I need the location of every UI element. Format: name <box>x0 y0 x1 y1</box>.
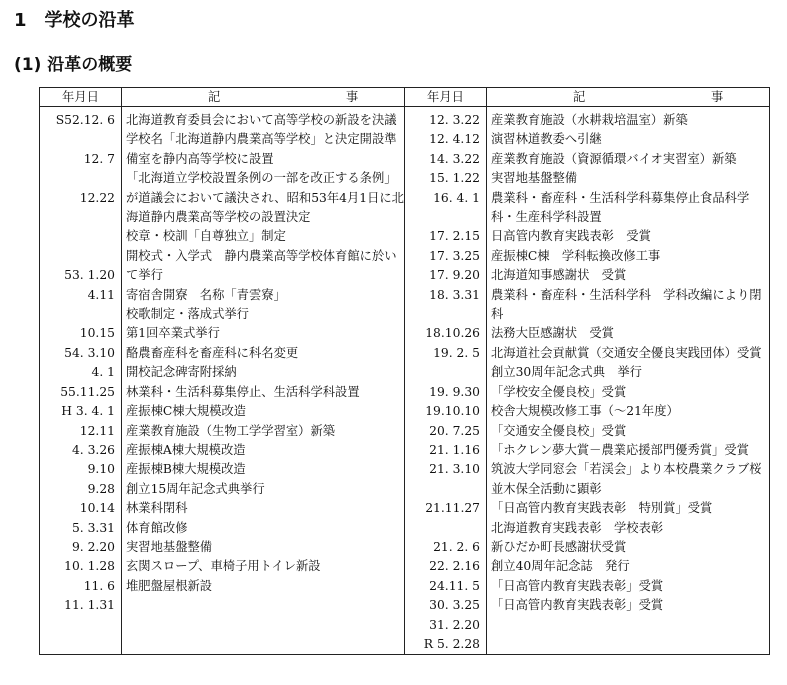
right-event: 法務大臣感謝状 受賞 <box>491 326 614 341</box>
left-date: 4.11 <box>87 287 115 302</box>
left-event: 校歌制定・落成式挙行 <box>126 307 249 322</box>
right-date-spacer <box>405 305 480 324</box>
left-date: 10. 1.28 <box>64 559 115 574</box>
right-date-spacer <box>405 208 480 227</box>
right-event: 「日高管内教育実践表彰」受賞 <box>491 578 664 593</box>
left-event: 林業科閉科 <box>126 501 188 516</box>
header-event-right-b: 事 <box>711 90 724 104</box>
right-event: 北海道教育実践表彰 学校表彰 <box>491 520 664 535</box>
left-date: 11. 6 <box>83 578 115 593</box>
right-date: 18. 3.31 <box>429 287 480 302</box>
left-date: 10.15 <box>79 326 115 341</box>
right-event: 演習林道教委へ引継 <box>491 132 602 147</box>
right-event: 産振棟C棟 学科転換改修工事 <box>491 248 661 263</box>
right-date-spacer <box>405 363 480 382</box>
left-date-spacer <box>40 227 115 246</box>
right-date: 15. 1.22 <box>429 171 480 186</box>
header-event-right <box>487 88 770 107</box>
left-event: 産振棟B棟大規模改造 <box>126 462 246 477</box>
right-event: 実習地基盤整備 <box>491 171 578 186</box>
right-event: 産業教育施設（資源循環バイオ実習室）新築 <box>491 151 737 166</box>
left-event: 開校記念碑寄附採納 <box>126 365 237 380</box>
right-date: 19.10.10 <box>425 404 480 419</box>
right-date: 12. 3.22 <box>429 113 480 127</box>
section-heading: 1 学校の沿革 <box>14 10 135 31</box>
right-event: 創立40周年記念誌 発行 <box>491 559 630 574</box>
left-date: 53. 1.20 <box>64 268 115 283</box>
right-event: 校舎大規模改修工事（～21年度） <box>491 404 679 419</box>
right-date: 19. 9.30 <box>429 384 480 399</box>
right-date: 21. 1.16 <box>429 442 480 457</box>
left-date: 9.28 <box>87 481 115 496</box>
left-date: 4. 3.26 <box>71 442 115 457</box>
right-event: 農業科・畜産科・生活科学科 学科改編により閉科 <box>491 287 762 322</box>
right-column-events <box>487 111 770 655</box>
left-date-spacer <box>40 305 115 324</box>
right-event: 農業科・畜産科・生活科学科募集停止食品科学科・生産科学科設置 <box>491 190 750 225</box>
left-date-spacer <box>40 208 115 227</box>
right-date: R 5. 2.28 <box>423 636 480 651</box>
left-date-spacer <box>40 130 115 149</box>
left-date: 10.14 <box>79 501 115 516</box>
left-column-events <box>122 111 405 655</box>
left-event: 産業教育施設（生物工学学習室）新築 <box>126 423 336 438</box>
header-event-left-b: 事 <box>346 90 359 104</box>
right-date-spacer <box>405 480 480 499</box>
left-date: 9. 2.20 <box>71 539 115 554</box>
right-date: 21. 2. 6 <box>433 539 480 554</box>
right-event: 「日高管内教育実践表彰 特別賞」受賞 <box>491 501 713 516</box>
header-event-left-a: 記 <box>208 90 221 104</box>
right-date: 17. 3.25 <box>429 248 480 263</box>
left-date: H 3. 4. 1 <box>61 404 115 419</box>
right-date-spacer <box>405 519 480 538</box>
left-date: 5. 3.31 <box>71 520 115 535</box>
right-date: 31. 2.20 <box>429 617 480 632</box>
left-date: 54. 3.10 <box>64 345 115 360</box>
left-date: 12.22 <box>79 190 115 205</box>
left-event: 産振棟A棟大規模改造 <box>126 442 246 457</box>
left-date-spacer <box>40 247 115 266</box>
right-event: 「交通安全優良校」受賞 <box>491 423 627 438</box>
right-date: 20. 7.25 <box>429 423 480 438</box>
right-event: 筑波大学同窓会「若渓会」より本校農業クラブ桜並木保全活動に顕彰 <box>491 462 762 496</box>
right-date: 30. 3.25 <box>429 598 480 613</box>
left-date: 11. 1.31 <box>64 598 115 613</box>
history-table <box>39 87 770 655</box>
right-date: 21. 3.10 <box>429 462 480 477</box>
right-event: 日高管内教育実践表彰 受賞 <box>491 229 651 244</box>
left-date-spacer <box>40 169 115 188</box>
left-event: 学校名「北海道静内農業高等学校」と決定開設準備室を静内高等学校に設置 <box>126 132 397 166</box>
left-date: 9.10 <box>87 462 115 477</box>
left-event: 酪農畜産科を畜産科に科名変更 <box>126 345 299 360</box>
left-event: 実習地基盤整備 <box>126 539 213 554</box>
right-date: 14. 3.22 <box>429 151 480 166</box>
right-date: 17. 2.15 <box>429 229 480 244</box>
table-header-row <box>40 88 770 107</box>
left-date: 55.11.25 <box>60 384 115 399</box>
left-event: 創立15周年記念式典挙行 <box>126 481 265 496</box>
header-date-left: 年月日 <box>40 88 122 107</box>
right-date: 19. 2. 5 <box>433 345 480 360</box>
right-date: 21.11.27 <box>425 501 480 516</box>
left-event: 体育館改修 <box>126 520 188 535</box>
right-date: 17. 9.20 <box>429 268 480 283</box>
left-event: 第1回卒業式挙行 <box>126 326 220 341</box>
right-event: 創立30周年記念式典 挙行 <box>491 365 642 380</box>
right-event: 新ひだか町長感謝状受賞 <box>491 539 627 554</box>
right-event: 「日高管内教育実践表彰」受賞 <box>491 598 664 613</box>
right-event: 「ホクレン夢大賞－農業応援部門優秀賞」受賞 <box>491 442 749 457</box>
right-date: 22. 2.16 <box>429 559 480 574</box>
right-event: 産業教育施設（水耕栽培温室）新築 <box>491 113 688 127</box>
right-event: 北海道社会貢献賞（交通安全優良実践団体）受賞 <box>491 345 762 360</box>
table-row <box>40 111 770 655</box>
header-date-right: 年月日 <box>405 88 487 107</box>
left-event: 林業科・生活科募集停止、生活科学科設置 <box>126 384 360 399</box>
left-event: 校章・校訓「自尊独立」制定 <box>126 229 286 244</box>
right-date: 18.10.26 <box>425 326 480 341</box>
left-event: 玄関スロープ、車椅子用トイレ新設 <box>126 559 321 574</box>
left-event: 開校式・入学式 静内農業高等学校体育館に於いて挙行 <box>126 248 397 283</box>
right-date: 24.11. 5 <box>429 578 480 593</box>
left-event: 産振棟C棟大規模改造 <box>126 404 247 419</box>
header-event-right-a: 記 <box>573 90 586 104</box>
left-column-dates <box>40 111 122 655</box>
left-event: 「北海道立学校設置条例の一部を改正する条例」が道議会において議決され、昭和53年4月1日に北海道静内農業高等学校の設置決定 <box>126 171 404 225</box>
right-event: 「学校安全優良校」受賞 <box>491 384 627 399</box>
left-date: 12. 7 <box>83 151 115 166</box>
right-date: 16. 4. 1 <box>433 190 480 205</box>
left-event: 堆肥盤屋根新設 <box>126 578 213 593</box>
right-event: 北海道知事感謝状 受賞 <box>491 268 627 283</box>
subsection-heading: (1) 沿革の概要 <box>14 55 133 75</box>
left-date: 12.11 <box>79 423 115 438</box>
left-date: S52.12. 6 <box>55 113 115 127</box>
right-date: 12. 4.12 <box>429 132 480 147</box>
header-event-left <box>122 88 405 107</box>
left-date: 4. 1 <box>91 365 115 380</box>
left-event: 北海道教育委員会において高等学校の新設を決議 <box>126 113 397 127</box>
left-event: 寄宿舎開寮 名称「青雲寮」 <box>126 287 286 302</box>
right-column-dates <box>405 111 487 655</box>
